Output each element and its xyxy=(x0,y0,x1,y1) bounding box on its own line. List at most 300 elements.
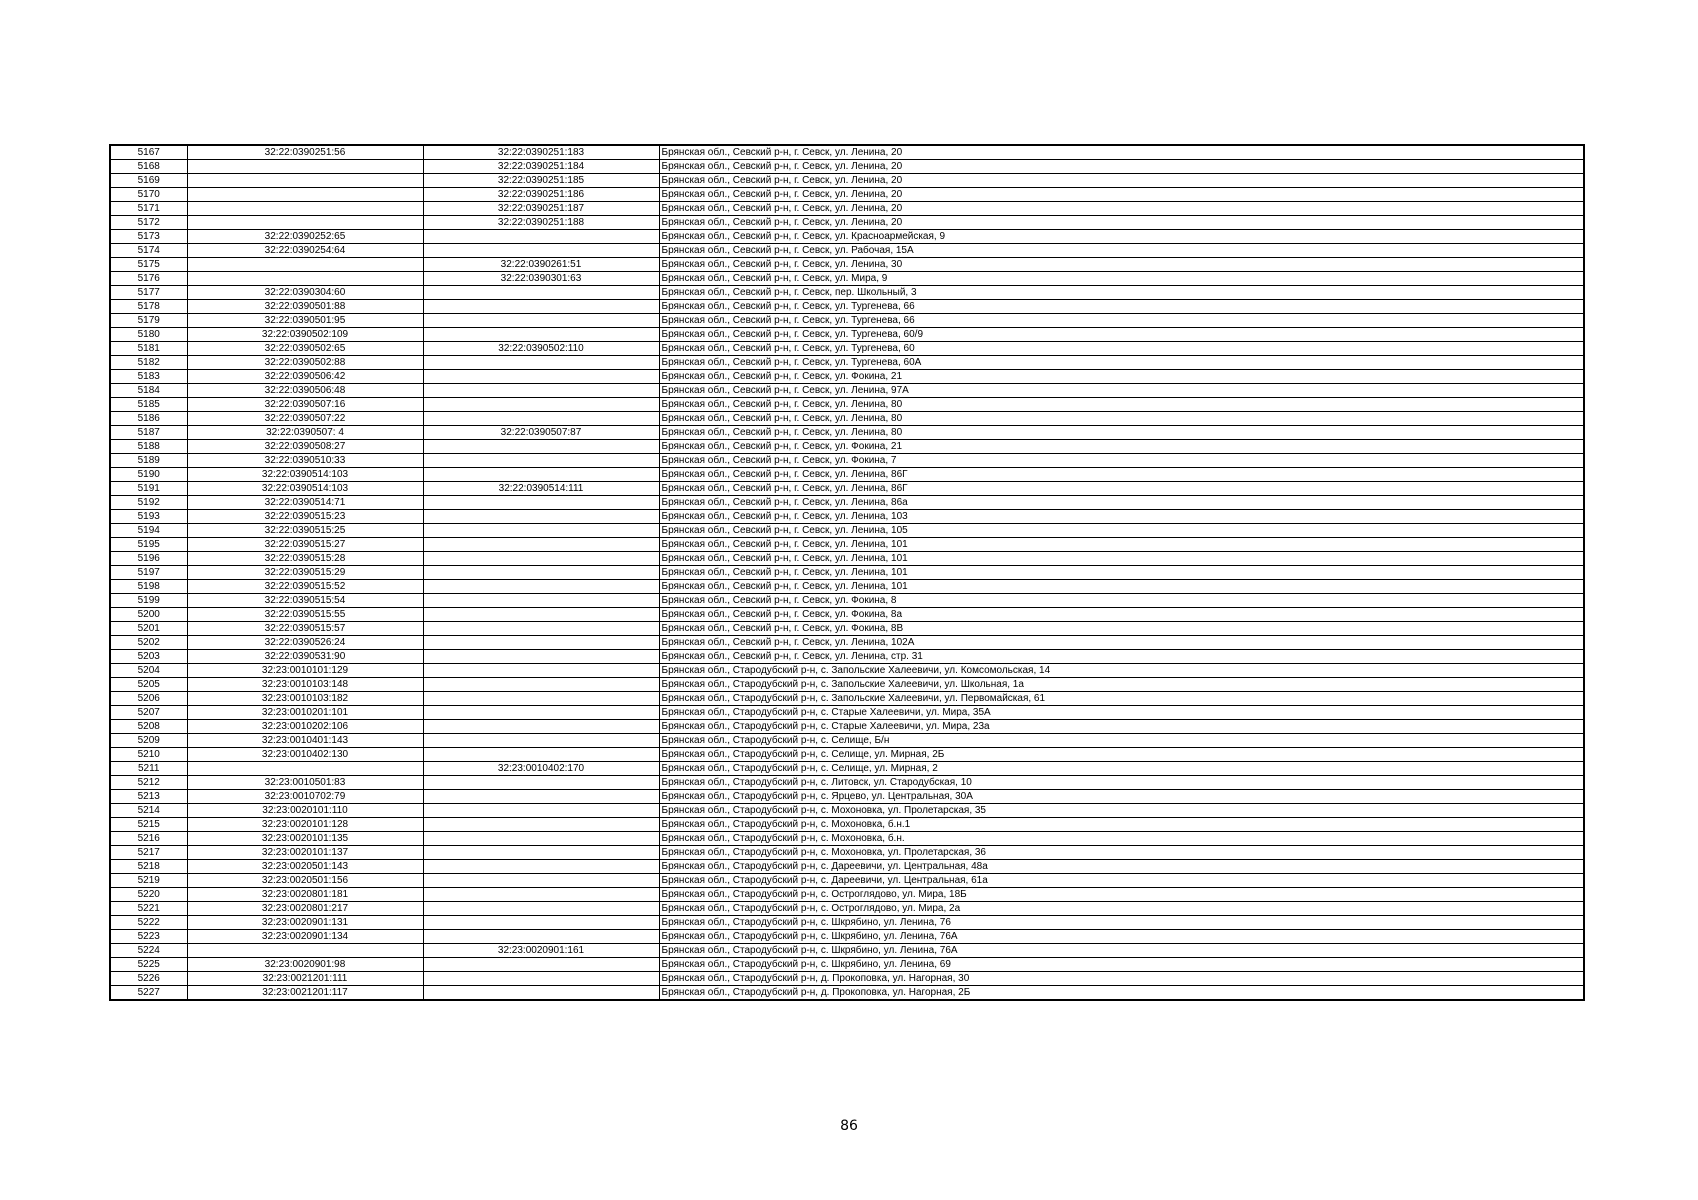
table-row xyxy=(110,916,1584,930)
address-cell: Брянская обл., Севский р-н, г. Севск, ул. Ленина, 86а xyxy=(659,496,1584,510)
parcel-cadastral-cell: 32:22:0390514:71 xyxy=(187,496,423,510)
building-cadastral-cell: 32:22:0390261:51 xyxy=(423,258,659,272)
address-cell: Брянская обл., Стародубский р-н, с. Запольские Халеевичи, ул. Школьная, 1а xyxy=(659,678,1584,692)
building-cadastral-cell xyxy=(423,524,659,538)
building-cadastral-cell xyxy=(423,748,659,762)
table-row xyxy=(110,860,1584,874)
parcel-cadastral-cell: 32:23:0020801:181 xyxy=(187,888,423,902)
table-row xyxy=(110,846,1584,860)
address-cell: Брянская обл., Севский р-н, г. Севск, ул. Фокина, 21 xyxy=(659,440,1584,454)
building-cadastral-cell xyxy=(423,958,659,972)
building-cadastral-cell: 32:22:0390507:87 xyxy=(423,426,659,440)
table-row xyxy=(110,230,1584,244)
parcel-cadastral-cell: 32:23:0010201:101 xyxy=(187,706,423,720)
table-row xyxy=(110,314,1584,328)
row-number-cell: 5171 xyxy=(110,202,187,216)
building-cadastral-cell xyxy=(423,818,659,832)
row-number-cell: 5176 xyxy=(110,272,187,286)
building-cadastral-cell: 32:22:0390251:183 xyxy=(423,145,659,160)
parcel-cadastral-cell: 32:22:0390254:64 xyxy=(187,244,423,258)
parcel-cadastral-cell xyxy=(187,188,423,202)
parcel-cadastral-cell: 32:22:0390515:54 xyxy=(187,594,423,608)
table-row xyxy=(110,258,1584,272)
address-cell: Брянская обл., Севский р-н, г. Севск, ул. Фокина, 21 xyxy=(659,370,1584,384)
building-cadastral-cell xyxy=(423,454,659,468)
parcel-cadastral-cell: 32:22:0390507:22 xyxy=(187,412,423,426)
parcel-cadastral-cell: 32:22:0390526:24 xyxy=(187,636,423,650)
table-row xyxy=(110,776,1584,790)
address-cell: Брянская обл., Севский р-н, г. Севск, ул. Ленина, 101 xyxy=(659,552,1584,566)
building-cadastral-cell xyxy=(423,874,659,888)
row-number-cell: 5209 xyxy=(110,734,187,748)
table-row xyxy=(110,524,1584,538)
row-number-cell: 5192 xyxy=(110,496,187,510)
parcel-cadastral-cell: 32:23:0020801:217 xyxy=(187,902,423,916)
address-cell: Брянская обл., Стародубский р-н, с. Ярцево, ул. Центральная, 30А xyxy=(659,790,1584,804)
table-row xyxy=(110,986,1584,1001)
building-cadastral-cell xyxy=(423,244,659,258)
address-cell: Брянская обл., Севский р-н, г. Севск, ул. Тургенева, 60А xyxy=(659,356,1584,370)
row-number-cell: 5201 xyxy=(110,622,187,636)
address-cell: Брянская обл., Стародубский р-н, д. Прокоповка, ул. Нагорная, 30 xyxy=(659,972,1584,986)
table-row xyxy=(110,762,1584,776)
row-number-cell: 5216 xyxy=(110,832,187,846)
row-number-cell: 5184 xyxy=(110,384,187,398)
parcel-cadastral-cell: 32:23:0010103:182 xyxy=(187,692,423,706)
table-body xyxy=(110,145,1584,1000)
table-row xyxy=(110,944,1584,958)
row-number-cell: 5191 xyxy=(110,482,187,496)
row-number-cell: 5214 xyxy=(110,804,187,818)
table-row xyxy=(110,440,1584,454)
table-row xyxy=(110,454,1584,468)
table-row xyxy=(110,370,1584,384)
row-number-cell: 5170 xyxy=(110,188,187,202)
table-row xyxy=(110,972,1584,986)
parcel-cadastral-cell: 32:23:0020101:137 xyxy=(187,846,423,860)
row-number-cell: 5205 xyxy=(110,678,187,692)
address-cell: Брянская обл., Севский р-н, г. Севск, ул. Ленина, 20 xyxy=(659,174,1584,188)
row-number-cell: 5181 xyxy=(110,342,187,356)
building-cadastral-cell xyxy=(423,510,659,524)
parcel-cadastral-cell: 32:22:0390515:57 xyxy=(187,622,423,636)
row-number-cell: 5167 xyxy=(110,145,187,160)
address-cell: Брянская обл., Севский р-н, г. Севск, ул. Ленина, стр. 31 xyxy=(659,650,1584,664)
table-row xyxy=(110,496,1584,510)
address-cell: Брянская обл., Стародубский р-н, д. Прокоповка, ул. Нагорная, 2Б xyxy=(659,986,1584,1001)
row-number-cell: 5174 xyxy=(110,244,187,258)
parcel-cadastral-cell: 32:23:0010101:129 xyxy=(187,664,423,678)
table-row xyxy=(110,384,1584,398)
row-number-cell: 5175 xyxy=(110,258,187,272)
building-cadastral-cell xyxy=(423,566,659,580)
parcel-cadastral-cell: 32:23:0020901:98 xyxy=(187,958,423,972)
table-row xyxy=(110,790,1584,804)
row-number-cell: 5217 xyxy=(110,846,187,860)
row-number-cell: 5224 xyxy=(110,944,187,958)
parcel-cadastral-cell: 32:22:0390252:65 xyxy=(187,230,423,244)
address-cell: Брянская обл., Севский р-н, г. Севск, ул. Тургенева, 66 xyxy=(659,314,1584,328)
building-cadastral-cell xyxy=(423,916,659,930)
building-cadastral-cell xyxy=(423,370,659,384)
address-cell: Брянская обл., Стародубский р-н, с. Мохоновка, ул. Пролетарская, 35 xyxy=(659,804,1584,818)
building-cadastral-cell: 32:22:0390502:110 xyxy=(423,342,659,356)
row-number-cell: 5198 xyxy=(110,580,187,594)
parcel-cadastral-cell: 32:22:0390515:28 xyxy=(187,552,423,566)
row-number-cell: 5226 xyxy=(110,972,187,986)
building-cadastral-cell xyxy=(423,496,659,510)
building-cadastral-cell: 32:22:0390251:185 xyxy=(423,174,659,188)
building-cadastral-cell xyxy=(423,398,659,412)
address-cell: Брянская обл., Севский р-н, г. Севск, ул. Мира, 9 xyxy=(659,272,1584,286)
building-cadastral-cell xyxy=(423,552,659,566)
parcel-cadastral-cell: 32:22:0390515:23 xyxy=(187,510,423,524)
parcel-cadastral-cell: 32:22:0390501:95 xyxy=(187,314,423,328)
row-number-cell: 5208 xyxy=(110,720,187,734)
parcel-cadastral-cell xyxy=(187,944,423,958)
row-number-cell: 5188 xyxy=(110,440,187,454)
table-row xyxy=(110,356,1584,370)
parcel-cadastral-cell xyxy=(187,202,423,216)
address-cell: Брянская обл., Стародубский р-н, с. Шкрябино, ул. Ленина, 76 xyxy=(659,916,1584,930)
row-number-cell: 5189 xyxy=(110,454,187,468)
row-number-cell: 5200 xyxy=(110,608,187,622)
address-cell: Брянская обл., Стародубский р-н, с. Запольские Халеевичи, ул. Первомайская, 61 xyxy=(659,692,1584,706)
parcel-cadastral-cell: 32:23:0010401:143 xyxy=(187,734,423,748)
table-row xyxy=(110,958,1584,972)
row-number-cell: 5185 xyxy=(110,398,187,412)
parcel-cadastral-cell: 32:22:0390514:103 xyxy=(187,468,423,482)
parcel-cadastral-cell: 32:22:0390507: 4 xyxy=(187,426,423,440)
row-number-cell: 5196 xyxy=(110,552,187,566)
table-row xyxy=(110,622,1584,636)
building-cadastral-cell xyxy=(423,314,659,328)
parcel-cadastral-cell: 32:22:0390515:29 xyxy=(187,566,423,580)
building-cadastral-cell xyxy=(423,888,659,902)
building-cadastral-cell: 32:22:0390251:186 xyxy=(423,188,659,202)
building-cadastral-cell xyxy=(423,594,659,608)
row-number-cell: 5210 xyxy=(110,748,187,762)
parcel-cadastral-cell: 32:22:0390515:52 xyxy=(187,580,423,594)
building-cadastral-cell xyxy=(423,384,659,398)
address-cell: Брянская обл., Севский р-н, г. Севск, ул. Ленина, 80 xyxy=(659,412,1584,426)
building-cadastral-cell xyxy=(423,986,659,1001)
table-row xyxy=(110,174,1584,188)
building-cadastral-cell xyxy=(423,734,659,748)
parcel-cadastral-cell: 32:23:0010501:83 xyxy=(187,776,423,790)
parcel-cadastral-cell xyxy=(187,216,423,230)
address-cell: Брянская обл., Севский р-н, г. Севск, ул. Тургенева, 60/9 xyxy=(659,328,1584,342)
table-row xyxy=(110,145,1584,160)
row-number-cell: 5199 xyxy=(110,594,187,608)
table-row xyxy=(110,818,1584,832)
building-cadastral-cell xyxy=(423,356,659,370)
row-number-cell: 5177 xyxy=(110,286,187,300)
address-cell: Брянская обл., Стародубский р-н, с. Шкрябино, ул. Ленина, 76А xyxy=(659,944,1584,958)
table-row xyxy=(110,566,1584,580)
row-number-cell: 5219 xyxy=(110,874,187,888)
building-cadastral-cell xyxy=(423,860,659,874)
parcel-cadastral-cell xyxy=(187,762,423,776)
building-cadastral-cell xyxy=(423,930,659,944)
building-cadastral-cell xyxy=(423,776,659,790)
address-cell: Брянская обл., Стародубский р-н, с. Селище, ул. Мирная, 2Б xyxy=(659,748,1584,762)
address-cell: Брянская обл., Стародубский р-н, с. Шкрябино, ул. Ленина, 76А xyxy=(659,930,1584,944)
address-cell: Брянская обл., Севский р-н, г. Севск, пер. Школьный, 3 xyxy=(659,286,1584,300)
row-number-cell: 5178 xyxy=(110,300,187,314)
table-row xyxy=(110,510,1584,524)
building-cadastral-cell xyxy=(423,692,659,706)
building-cadastral-cell: 32:23:0010402:170 xyxy=(423,762,659,776)
address-cell: Брянская обл., Стародубский р-н, с. Селище, Б/н xyxy=(659,734,1584,748)
building-cadastral-cell xyxy=(423,412,659,426)
table-row xyxy=(110,188,1584,202)
row-number-cell: 5203 xyxy=(110,650,187,664)
building-cadastral-cell xyxy=(423,650,659,664)
table-row xyxy=(110,664,1584,678)
page-number: 86 xyxy=(840,1118,858,1134)
parcel-cadastral-cell xyxy=(187,160,423,174)
address-cell: Брянская обл., Стародубский р-н, с. Мохоновка, б.н. xyxy=(659,832,1584,846)
address-cell: Брянская обл., Севский р-н, г. Севск, ул. Фокина, 8В xyxy=(659,622,1584,636)
building-cadastral-cell: 32:23:0020901:161 xyxy=(423,944,659,958)
parcel-cadastral-cell xyxy=(187,174,423,188)
address-cell: Брянская обл., Севский р-н, г. Севск, ул. Фокина, 8 xyxy=(659,594,1584,608)
table-row xyxy=(110,468,1584,482)
building-cadastral-cell: 32:22:0390251:184 xyxy=(423,160,659,174)
address-cell: Брянская обл., Стародубский р-н, с. Старые Халеевичи, ул. Мира, 23а xyxy=(659,720,1584,734)
row-number-cell: 5169 xyxy=(110,174,187,188)
address-cell: Брянская обл., Стародубский р-н, с. Дареевичи, ул. Центральная, 48а xyxy=(659,860,1584,874)
address-cell: Брянская обл., Стародубский р-н, с. Мохоновка, б.н.1 xyxy=(659,818,1584,832)
table-row xyxy=(110,692,1584,706)
table-row xyxy=(110,706,1584,720)
row-number-cell: 5206 xyxy=(110,692,187,706)
parcel-cadastral-cell: 32:23:0010702:79 xyxy=(187,790,423,804)
address-cell: Брянская обл., Стародубский р-н, с. Селище, ул. Мирная, 2 xyxy=(659,762,1584,776)
address-cell: Брянская обл., Севский р-н, г. Севск, ул. Ленина, 102А xyxy=(659,636,1584,650)
table-row xyxy=(110,748,1584,762)
address-cell: Брянская обл., Стародубский р-н, с. Остроглядово, ул. Мира, 18Б xyxy=(659,888,1584,902)
table-row xyxy=(110,300,1584,314)
parcel-cadastral-cell: 32:22:0390304:60 xyxy=(187,286,423,300)
table-row xyxy=(110,888,1584,902)
parcel-cadastral-cell: 32:22:0390510:33 xyxy=(187,454,423,468)
building-cadastral-cell xyxy=(423,846,659,860)
parcel-cadastral-cell: 32:22:0390531:90 xyxy=(187,650,423,664)
row-number-cell: 5227 xyxy=(110,986,187,1001)
parcel-cadastral-cell: 32:22:0390514:103 xyxy=(187,482,423,496)
parcel-cadastral-cell: 32:23:0021201:111 xyxy=(187,972,423,986)
table-row xyxy=(110,636,1584,650)
address-cell: Брянская обл., Севский р-н, г. Севск, ул. Ленина, 80 xyxy=(659,398,1584,412)
row-number-cell: 5197 xyxy=(110,566,187,580)
table-row xyxy=(110,902,1584,916)
table-row xyxy=(110,202,1584,216)
table-row xyxy=(110,720,1584,734)
row-number-cell: 5207 xyxy=(110,706,187,720)
table-row xyxy=(110,412,1584,426)
table-row xyxy=(110,580,1584,594)
parcel-cadastral-cell: 32:22:0390501:88 xyxy=(187,300,423,314)
row-number-cell: 5183 xyxy=(110,370,187,384)
building-cadastral-cell xyxy=(423,972,659,986)
parcel-cadastral-cell: 32:22:0390502:65 xyxy=(187,342,423,356)
building-cadastral-cell xyxy=(423,790,659,804)
building-cadastral-cell xyxy=(423,664,659,678)
building-cadastral-cell xyxy=(423,804,659,818)
parcel-cadastral-cell: 32:22:0390515:27 xyxy=(187,538,423,552)
row-number-cell: 5223 xyxy=(110,930,187,944)
table-row xyxy=(110,678,1584,692)
row-number-cell: 5180 xyxy=(110,328,187,342)
parcel-cadastral-cell: 32:22:0390506:42 xyxy=(187,370,423,384)
address-cell: Брянская обл., Севский р-н, г. Севск, ул. Ленина, 30 xyxy=(659,258,1584,272)
parcel-cadastral-cell: 32:22:0390506:48 xyxy=(187,384,423,398)
building-cadastral-cell xyxy=(423,832,659,846)
parcel-cadastral-cell: 32:23:0020101:110 xyxy=(187,804,423,818)
table-row xyxy=(110,930,1584,944)
building-cadastral-cell xyxy=(423,608,659,622)
building-cadastral-cell xyxy=(423,636,659,650)
row-number-cell: 5213 xyxy=(110,790,187,804)
parcel-cadastral-cell: 32:22:0390515:55 xyxy=(187,608,423,622)
table-row xyxy=(110,342,1584,356)
address-cell: Брянская обл., Стародубский р-н, с. Дареевичи, ул. Центральная, 61а xyxy=(659,874,1584,888)
building-cadastral-cell xyxy=(423,230,659,244)
row-number-cell: 5194 xyxy=(110,524,187,538)
row-number-cell: 5204 xyxy=(110,664,187,678)
building-cadastral-cell: 32:22:0390301:63 xyxy=(423,272,659,286)
parcel-cadastral-cell: 32:23:0010202:106 xyxy=(187,720,423,734)
address-cell: Брянская обл., Севский р-н, г. Севск, ул. Тургенева, 60 xyxy=(659,342,1584,356)
row-number-cell: 5179 xyxy=(110,314,187,328)
building-cadastral-cell xyxy=(423,706,659,720)
row-number-cell: 5221 xyxy=(110,902,187,916)
parcel-cadastral-cell: 32:23:0010402:130 xyxy=(187,748,423,762)
parcel-cadastral-cell: 32:23:0021201:117 xyxy=(187,986,423,1001)
row-number-cell: 5187 xyxy=(110,426,187,440)
row-number-cell: 5218 xyxy=(110,860,187,874)
address-cell: Брянская обл., Севский р-н, г. Севск, ул. Ленина, 101 xyxy=(659,566,1584,580)
address-cell: Брянская обл., Севский р-н, г. Севск, ул. Ленина, 86Г xyxy=(659,468,1584,482)
building-cadastral-cell: 32:22:0390251:188 xyxy=(423,216,659,230)
parcel-cadastral-cell: 32:23:0020101:128 xyxy=(187,818,423,832)
table-row xyxy=(110,398,1584,412)
address-cell: Брянская обл., Севский р-н, г. Севск, ул. Ленина, 20 xyxy=(659,145,1584,160)
address-cell: Брянская обл., Стародубский р-н, с. Литовск, ул. Стародубская, 10 xyxy=(659,776,1584,790)
building-cadastral-cell xyxy=(423,902,659,916)
address-cell: Брянская обл., Севский р-н, г. Севск, ул. Рабочая, 15А xyxy=(659,244,1584,258)
address-cell: Брянская обл., Севский р-н, г. Севск, ул. Ленина, 20 xyxy=(659,188,1584,202)
table-row xyxy=(110,608,1584,622)
row-number-cell: 5202 xyxy=(110,636,187,650)
table-row xyxy=(110,552,1584,566)
building-cadastral-cell xyxy=(423,720,659,734)
table-row xyxy=(110,286,1584,300)
parcel-cadastral-cell: 32:22:0390507:16 xyxy=(187,398,423,412)
row-number-cell: 5193 xyxy=(110,510,187,524)
address-cell: Брянская обл., Севский р-н, г. Севск, ул. Ленина, 103 xyxy=(659,510,1584,524)
table-row xyxy=(110,538,1584,552)
address-cell: Брянская обл., Севский р-н, г. Севск, ул. Ленина, 80 xyxy=(659,426,1584,440)
parcel-cadastral-cell xyxy=(187,258,423,272)
building-cadastral-cell xyxy=(423,580,659,594)
table-row xyxy=(110,160,1584,174)
address-cell: Брянская обл., Стародубский р-н, с. Мохоновка, ул. Пролетарская, 36 xyxy=(659,846,1584,860)
building-cadastral-cell: 32:22:0390251:187 xyxy=(423,202,659,216)
address-cell: Брянская обл., Севский р-н, г. Севск, ул. Фокина, 7 xyxy=(659,454,1584,468)
address-cell: Брянская обл., Стародубский р-н, с. Остроглядово, ул. Мира, 2а xyxy=(659,902,1584,916)
address-cell: Брянская обл., Севский р-н, г. Севск, ул. Ленина, 86Г xyxy=(659,482,1584,496)
address-cell: Брянская обл., Севский р-н, г. Севск, ул. Ленина, 20 xyxy=(659,202,1584,216)
row-number-cell: 5215 xyxy=(110,818,187,832)
row-number-cell: 5182 xyxy=(110,356,187,370)
address-cell: Брянская обл., Севский р-н, г. Севск, ул. Красноармейская, 9 xyxy=(659,230,1584,244)
table-row xyxy=(110,426,1584,440)
row-number-cell: 5173 xyxy=(110,230,187,244)
table-row xyxy=(110,594,1584,608)
address-cell: Брянская обл., Севский р-н, г. Севск, ул. Ленина, 105 xyxy=(659,524,1584,538)
building-cadastral-cell xyxy=(423,622,659,636)
parcel-cadastral-cell: 32:23:0020501:156 xyxy=(187,874,423,888)
parcel-cadastral-cell: 32:22:0390508:27 xyxy=(187,440,423,454)
table-row xyxy=(110,734,1584,748)
parcel-cadastral-cell: 32:23:0020901:131 xyxy=(187,916,423,930)
table-row xyxy=(110,832,1584,846)
row-number-cell: 5195 xyxy=(110,538,187,552)
building-cadastral-cell xyxy=(423,468,659,482)
row-number-cell: 5222 xyxy=(110,916,187,930)
parcel-cadastral-cell: 32:23:0020101:135 xyxy=(187,832,423,846)
parcel-cadastral-cell xyxy=(187,272,423,286)
row-number-cell: 5190 xyxy=(110,468,187,482)
address-cell: Брянская обл., Севский р-н, г. Севск, ул. Ленина, 101 xyxy=(659,538,1584,552)
building-cadastral-cell xyxy=(423,678,659,692)
row-number-cell: 5168 xyxy=(110,160,187,174)
address-cell: Брянская обл., Стародубский р-н, с. Старые Халеевичи, ул. Мира, 35А xyxy=(659,706,1584,720)
parcel-cadastral-cell: 32:22:0390502:88 xyxy=(187,356,423,370)
address-cell: Брянская обл., Севский р-н, г. Севск, ул. Ленина, 101 xyxy=(659,580,1584,594)
address-cell: Брянская обл., Севский р-н, г. Севск, ул. Тургенева, 66 xyxy=(659,300,1584,314)
row-number-cell: 5212 xyxy=(110,776,187,790)
address-cell: Брянская обл., Стародубский р-н, с. Шкрябино, ул. Ленина, 69 xyxy=(659,958,1584,972)
address-cell: Брянская обл., Севский р-н, г. Севск, ул. Ленина, 97А xyxy=(659,384,1584,398)
parcel-cadastral-cell: 32:23:0020901:134 xyxy=(187,930,423,944)
parcel-cadastral-cell: 32:23:0010103:148 xyxy=(187,678,423,692)
table-row xyxy=(110,650,1584,664)
row-number-cell: 5186 xyxy=(110,412,187,426)
table-row xyxy=(110,804,1584,818)
table-row xyxy=(110,874,1584,888)
parcel-cadastral-cell: 32:23:0020501:143 xyxy=(187,860,423,874)
table-row xyxy=(110,328,1584,342)
address-cell: Брянская обл., Севский р-н, г. Севск, ул. Ленина, 20 xyxy=(659,160,1584,174)
address-cell: Брянская обл., Стародубский р-н, с. Запольские Халеевичи, ул. Комсомольская, 14 xyxy=(659,664,1584,678)
row-number-cell: 5211 xyxy=(110,762,187,776)
table-row xyxy=(110,244,1584,258)
building-cadastral-cell xyxy=(423,328,659,342)
parcel-cadastral-cell: 32:22:0390251:56 xyxy=(187,145,423,160)
row-number-cell: 5172 xyxy=(110,216,187,230)
parcel-cadastral-cell: 32:22:0390502:109 xyxy=(187,328,423,342)
property-table xyxy=(109,144,1585,1001)
parcel-cadastral-cell: 32:22:0390515:25 xyxy=(187,524,423,538)
row-number-cell: 5225 xyxy=(110,958,187,972)
table-row xyxy=(110,482,1584,496)
building-cadastral-cell xyxy=(423,538,659,552)
table-row xyxy=(110,272,1584,286)
